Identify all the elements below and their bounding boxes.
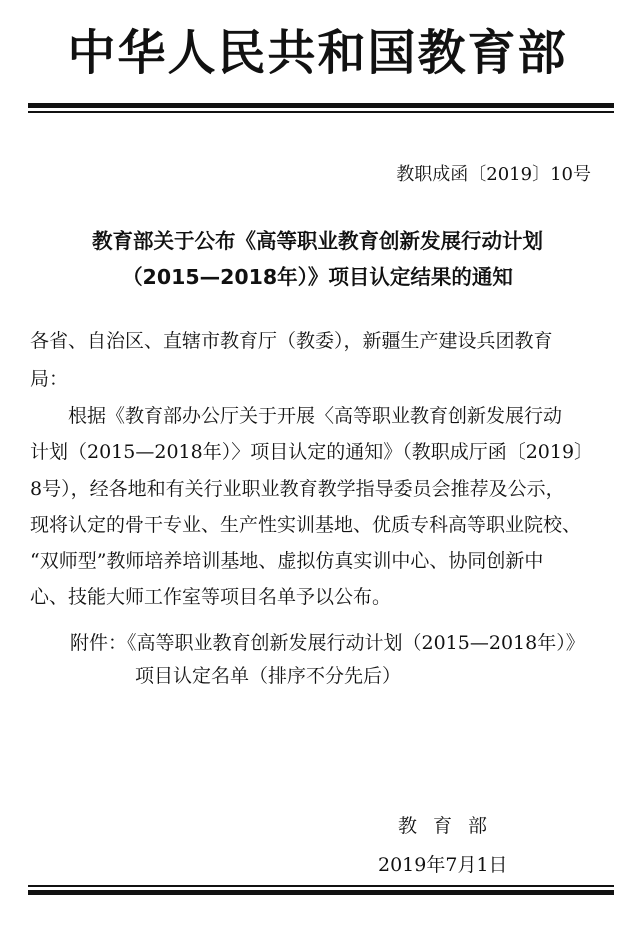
body-line: 心、技能大师工作室等项目名单予以公布。 [30,586,392,609]
issuer-signature: 教育部 [398,815,504,837]
body-paragraph [30,398,620,616]
notice-title-line-2: （2015—2018年）》项目认定结果的通知 [122,265,513,289]
salutation-line-2: 局： [30,368,69,390]
document-number: 教职成函〔2019〕10号 [396,164,591,185]
letterhead-title: 中华人民共和国教育部 [67,25,568,81]
body-line: 计划（2015—2018年）〉项目认定的通知》（教职成厅函〔2019〕 [30,441,594,464]
footer-divider-thin [28,885,614,887]
notice-title [20,223,615,295]
body-line: 现将认定的骨干专业、生产性实训基地、优质专科高等职业院校、 [30,513,582,536]
attachment-line-2: 项目认定名单（排序不分先后） [135,665,402,687]
header-divider-thick [28,103,614,108]
footer-divider-thick [28,890,614,895]
body-line: 根据《教育部办公厅关于开展〈高等职业教育创新发展行动 [68,405,563,427]
header-divider-thin [28,111,614,113]
attachment-line-1: 附件：《高等职业教育创新发展行动计划（2015—2018年）》 [70,632,585,654]
salutation-line-1: 各省、自治区、直辖市教育厅（教委），新疆生产建设兵团教育 [30,330,553,352]
notice-title-line-1: 教育部关于公布《高等职业教育创新发展行动计划 [92,229,543,253]
issue-date: 2019年7月1日 [378,854,508,876]
body-line: 8号），经各地和有关行业职业教育教学指导委员会推荐及公示， [30,477,565,500]
body-line: “双师型”教师培养培训基地、虚拟仿真实训中心、协同创新中 [30,550,544,573]
salutation [30,322,620,398]
